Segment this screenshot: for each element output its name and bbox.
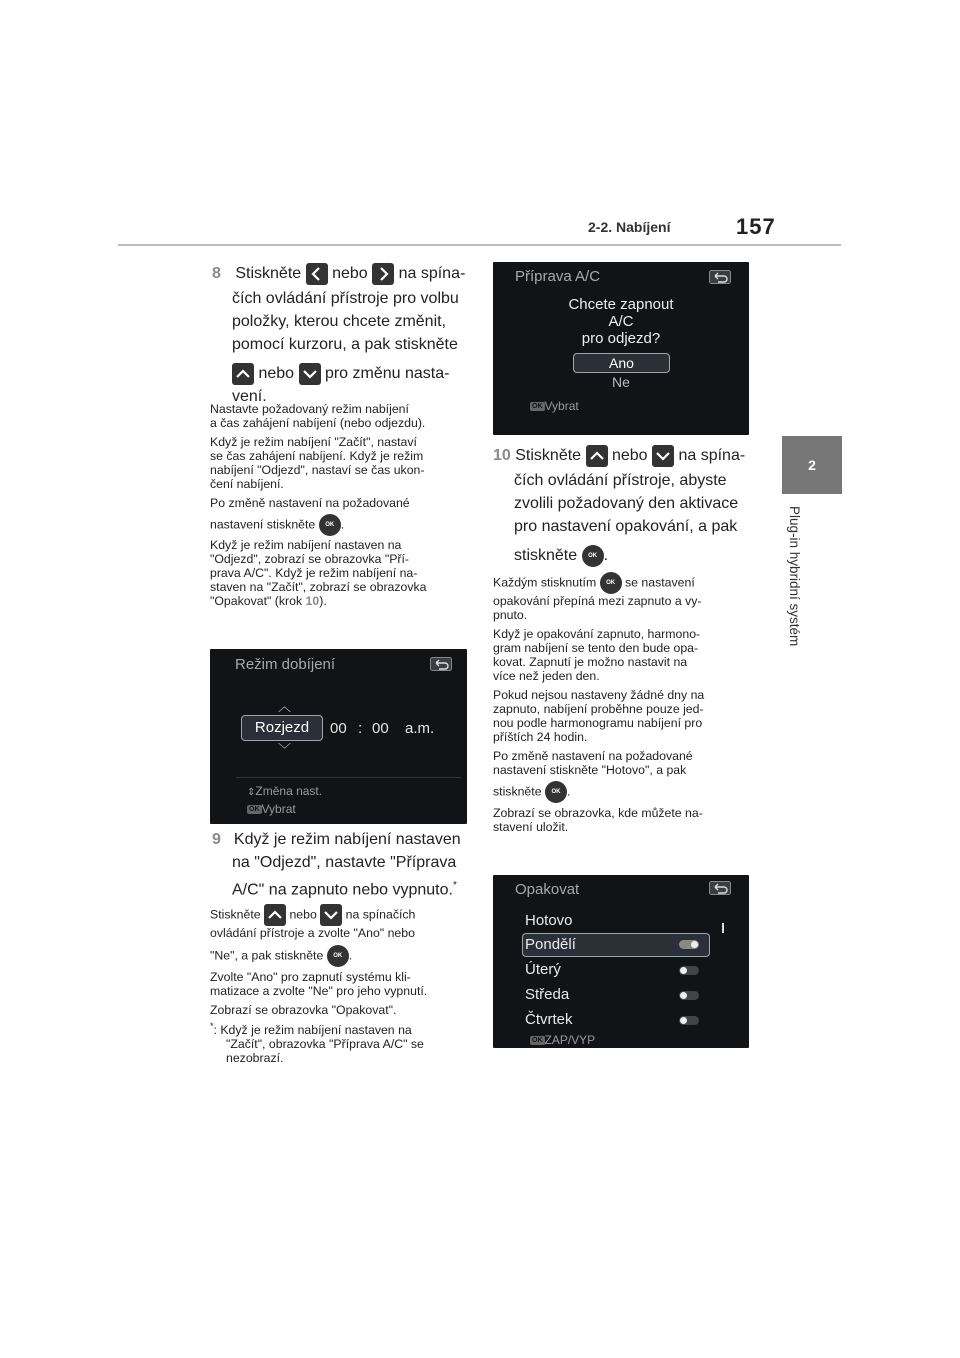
back-icon[interactable] <box>709 270 731 284</box>
footnote-marker: * <box>210 1021 214 1031</box>
chapter-tab <box>782 436 842 494</box>
section-title: 2-2. Nabíjení <box>588 219 671 235</box>
note-line: matizace a zvolte "Ne" pro jeho vypnutí. <box>210 984 428 998</box>
question-line: Chcete zapnout <box>568 296 674 313</box>
step-text: pomocí kurzoru, a pak stiskněte <box>232 336 458 353</box>
step-text: nebo <box>258 365 295 382</box>
option-no[interactable]: Ne <box>612 374 630 390</box>
ok-button-icon: OK <box>600 572 622 594</box>
step-text: A/C" na zapnuto nebo vypnuto. <box>232 881 453 899</box>
step-text: pro změnu nasta- <box>324 365 450 382</box>
note-line: příštích 24 hodin. <box>493 730 588 744</box>
note-period: . <box>340 517 345 532</box>
step-text: Stiskněte <box>515 447 582 464</box>
step-text: Když je režim nabíjení nastaven <box>233 831 461 848</box>
note-line: nastavení stiskněte "Hotovo", a pak <box>493 763 687 777</box>
hint-select <box>530 399 579 413</box>
header-divider <box>118 244 841 246</box>
step-text: nebo <box>332 265 368 282</box>
screen-rezim-dobijeni <box>210 649 467 824</box>
notes-step-9 <box>210 904 472 1065</box>
step-9 <box>212 828 474 901</box>
note-line: gram nabíjení se tento den bude opa- <box>493 641 699 655</box>
note-line: čení nabíjení. <box>210 477 284 491</box>
note-text: stiskněte <box>493 784 542 799</box>
menu-item-streda[interactable]: Středa <box>525 986 570 1003</box>
toggle-off[interactable] <box>679 966 699 975</box>
step-text: zvolili požadovaný den aktivace <box>514 495 739 512</box>
step-ref: 10 <box>305 594 320 608</box>
hint-toggle-label: ZAP/VYP <box>544 1033 596 1047</box>
toggle-on[interactable] <box>679 940 699 949</box>
question-line: A/C <box>608 313 634 330</box>
step-period: . <box>603 547 609 564</box>
question-text <box>493 296 749 347</box>
step-text: čích ovládání přístroje, abyste <box>514 472 727 489</box>
step-8 <box>212 262 472 408</box>
notes-step-10 <box>493 572 755 834</box>
ok-badge-icon: OK <box>249 806 260 814</box>
ok-button-icon: OK <box>545 781 567 803</box>
footnote-text: : Když je režim nabíjení nastaven na <box>213 1023 412 1038</box>
note-line: "Odjezd", zobrazí se obrazovka "Pří- <box>210 552 409 566</box>
time-colon: : <box>358 720 363 737</box>
note-line: ). <box>319 594 327 608</box>
note-text: nebo <box>289 907 317 922</box>
question-line: pro odjezd? <box>581 330 661 347</box>
menu-item-pondeli[interactable]: Pondělí <box>525 936 576 953</box>
step-text: stiskněte <box>514 547 578 564</box>
hint-select <box>247 802 296 816</box>
hint-toggle <box>530 1033 595 1047</box>
ok-button-icon: OK <box>327 945 349 967</box>
option-yes[interactable]: Ano <box>573 353 670 373</box>
screen-title: Opakovat <box>515 881 580 898</box>
note-line: Po změně nastavení na požadované <box>493 749 693 763</box>
note-line: Zvolte "Ano" pro zapnutí systému kli- <box>210 970 411 984</box>
step-number: 8 <box>212 265 221 282</box>
note-line: Zobrazí se obrazovka "Opakovat". <box>210 1003 397 1017</box>
chevron-left-icon <box>306 263 328 285</box>
page-number: 157 <box>736 214 776 239</box>
note-line: nou podle harmonogramu nabíjení pro <box>493 716 703 730</box>
footnote-text: nezobrazí. <box>226 1051 284 1066</box>
note-line: prava A/C". Když je režim nabíjení na- <box>210 566 418 580</box>
step-text: vení. <box>232 388 267 405</box>
screen-title: Příprava A/C <box>515 268 601 285</box>
minute-value[interactable]: 00 <box>372 720 389 737</box>
ok-badge-icon: OK <box>532 1037 543 1045</box>
note-text: "Ne", a pak stiskněte <box>210 948 324 963</box>
footnote-text: "Začít", obrazovka "Příprava A/C" se <box>226 1037 424 1052</box>
step-text: položky, kterou chcete změnit, <box>232 313 447 330</box>
note-period: . <box>348 948 353 963</box>
note-line: Když je režim nabíjení "Začít", nastaví <box>210 435 417 449</box>
mode-selector[interactable]: Rozjezd <box>241 715 323 741</box>
ampm-value[interactable]: a.m. <box>405 720 435 737</box>
note-text: Stiskněte <box>210 907 261 922</box>
note-line: "Opakovat" (krok <box>210 594 303 608</box>
note-line: stavení uložit. <box>493 820 569 834</box>
chapter-label: Plug-in hybridní systém <box>787 506 802 647</box>
note-line: opakování přepíná mezi zapnuto a vy- <box>493 594 702 608</box>
chevron-down-icon <box>652 445 674 467</box>
note-line: více než jeden den. <box>493 669 600 683</box>
step-number: 9 <box>212 831 221 848</box>
step-text: na spína- <box>678 447 746 464</box>
ok-button-icon: OK <box>582 545 604 567</box>
up-down-icon: ⇕ <box>247 787 256 798</box>
step-10 <box>493 444 755 567</box>
step-text: nebo <box>611 447 648 464</box>
note-line: zapnuto, nabíjení proběhne pouze jed- <box>493 702 704 716</box>
toggle-off[interactable] <box>679 1016 699 1025</box>
footnote-marker: * <box>452 880 457 891</box>
note-line: ovládání přístroje a zvolte "Ano" nebo <box>210 926 415 940</box>
note-line: Pokud nejsou nastaveny žádné dny na <box>493 688 705 702</box>
screen-opakovat <box>493 875 749 1048</box>
toggle-off[interactable] <box>679 991 699 1000</box>
note-line: Když je režim nabíjení nastaven na <box>210 538 402 552</box>
chevron-down-icon[interactable]: ﹀ <box>278 742 292 757</box>
step-text: na "Odjezd", nastavte "Příprava <box>232 854 457 871</box>
hint-select-label: Vybrat <box>261 802 296 816</box>
chevron-up-icon <box>232 363 254 385</box>
hint-change-label: Změna nast. <box>255 784 323 798</box>
back-icon[interactable] <box>430 657 452 671</box>
chevron-right-icon <box>372 263 394 285</box>
screen-priprava-ac <box>493 262 749 435</box>
note-line: staven na "Začít", zobrazí se obrazovka <box>210 580 427 594</box>
note-line: Když je opakování zapnuto, harmono- <box>493 627 701 641</box>
note-line: Nastavte požadovaný režim nabíjení <box>210 402 409 416</box>
note-period: . <box>566 784 571 799</box>
menu-item-utery[interactable]: Úterý <box>525 961 561 978</box>
menu-item-ctvrtek[interactable]: Čtvrtek <box>525 1011 573 1028</box>
step-text: pro nastavení opakování, a pak <box>514 518 738 535</box>
ok-badge-icon: OK <box>532 403 543 411</box>
screen-title: Režim dobíjení <box>235 656 336 673</box>
chapter-label-container <box>772 500 812 680</box>
menu-item-hotovo[interactable]: Hotovo <box>525 912 573 929</box>
chevron-up-icon[interactable]: ︿ <box>278 699 292 714</box>
hint-select-label: Vybrat <box>544 399 579 413</box>
note-line: Zobrazí se obrazovka, kde můžete na- <box>493 806 703 820</box>
step-text: čích ovládání přístroje pro volbu <box>232 290 459 307</box>
hint-change <box>247 784 322 798</box>
hour-value[interactable]: 00 <box>330 720 347 737</box>
chapter-number: 2 <box>808 457 816 473</box>
note-line: nastavení stiskněte <box>210 517 316 532</box>
note-line: nabíjení "Odjezd", nastaví se čas ukon- <box>210 463 425 477</box>
step-text: na spína- <box>398 265 466 282</box>
note-line: kovat. Zapnutí je možno nastavit na <box>493 655 688 669</box>
notes-step-8 <box>210 402 470 608</box>
scrollbar[interactable] <box>722 923 724 933</box>
note-text: na spínačích <box>345 907 416 922</box>
back-icon[interactable] <box>709 881 731 895</box>
divider <box>236 777 461 778</box>
ok-button-icon: OK <box>319 514 341 536</box>
note-text: Každým stisknutím <box>493 575 597 590</box>
chevron-down-icon <box>299 363 321 385</box>
note-line: se čas zahájení nabíjení. Když je režim <box>210 449 424 463</box>
note-line: a čas zahájení nabíjení (nebo odjezdu). <box>210 416 426 430</box>
chevron-up-icon <box>264 904 286 926</box>
chevron-down-icon <box>320 904 342 926</box>
note-line: Po změně nastavení na požadované <box>210 496 410 510</box>
step-text: Stiskněte <box>235 265 302 282</box>
note-line: pnuto. <box>493 608 528 622</box>
chevron-up-icon <box>586 445 608 467</box>
step-number: 10 <box>493 447 511 464</box>
note-text: se nastavení <box>625 575 695 590</box>
